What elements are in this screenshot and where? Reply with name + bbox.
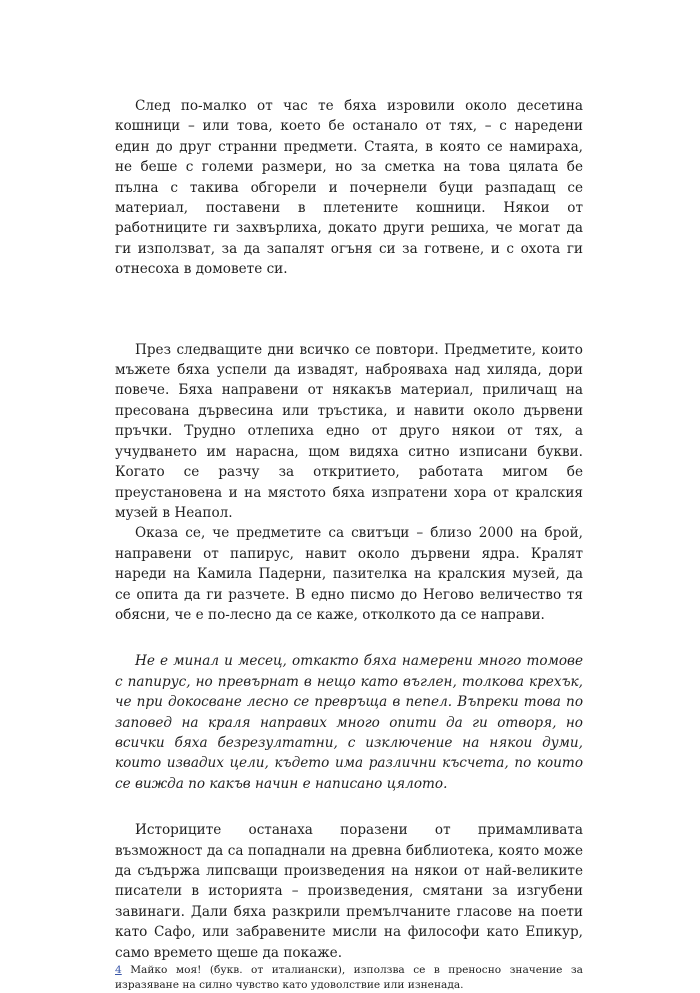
page-body <box>115 96 583 993</box>
paragraph-historians: Историците останаха поразени от примамливата възможност да са попаднали на древна библиотека, която може да съдържа липсващи произведения на някои от най-великите писатели в историята – произведения, смятани за изгубени завинаги. Дали бяха разкрили премълчаните гласове на поети като Сафо, или забравените мисли на философи като Епикур, само времето щеше да покаже. <box>115 822 583 961</box>
paragraph-baskets: След по-малко от час те бяха изровили около десетина кошници – или това, което бе останало от тях, – с наредени един до друг странни предмети. Стаята, в която се намираха, не беше с големи размери, но за сметка на това цялата бе пълна с такива обгорели и почернели буци разпадащ се материал, поставени в плетените кошници. Някои от работниците ги захвърлиха, докато други решиха, че могат да ги използват, за да запалят огъня си за готвене, и с охота ги отнесоха в домовете си. <box>115 98 583 278</box>
footnote-text: Майко моя! (букв. от италиански), използва се в преносно значение за изразяване на силно чувство като удоволствие или изненада. <box>115 964 583 992</box>
footnote <box>115 963 583 993</box>
paragraph-following-days: През следващите дни всичко се повтори. Предметите, които мъжете бяха успели да извадят, наброяваха над хиляда, дори повече. Бяха направени от някакъв материал, приличащ на пресована дървесина или тръстика, и навити около дървени пръчки. Трудно отлепиха едно от друго някои от тях, а учудването им нарасна, щом видяха ситно изписани букви. Когато се разчу за откритието, работата мигом бе преустановена и на мястото бяха изпратени хора от кралския музей в Неапол. <box>115 341 583 521</box>
paragraph-scrolls: Оказа се, че предметите са свитъци – близо 2000 на брой, направени от папирус, навит около дървени ядра. Кралят нареди на Камила Падерни, пазителка на кралския музей, да се опита да ги разчете. В едно писмо до Негово величество тя обясни, че е по-лесно да се каже, отколкото да се направи. <box>115 525 583 623</box>
quote-letter: Не е минал и месец, откакто бяха намерени много томове с папирус, но превърнат в нещо като въглен, толкова крехък, че при докосване лесно се превръща в пепел. Въпреки това по заповед на краля направих много опити да ги отворя, но всички бяха безрезултатни, с изключение на някои думи, които извадих цели, където има различни късчета, по които се вижда по какъв начин е написано цялото. <box>115 653 583 792</box>
footnote-number-link[interactable]: 4 <box>115 964 122 977</box>
